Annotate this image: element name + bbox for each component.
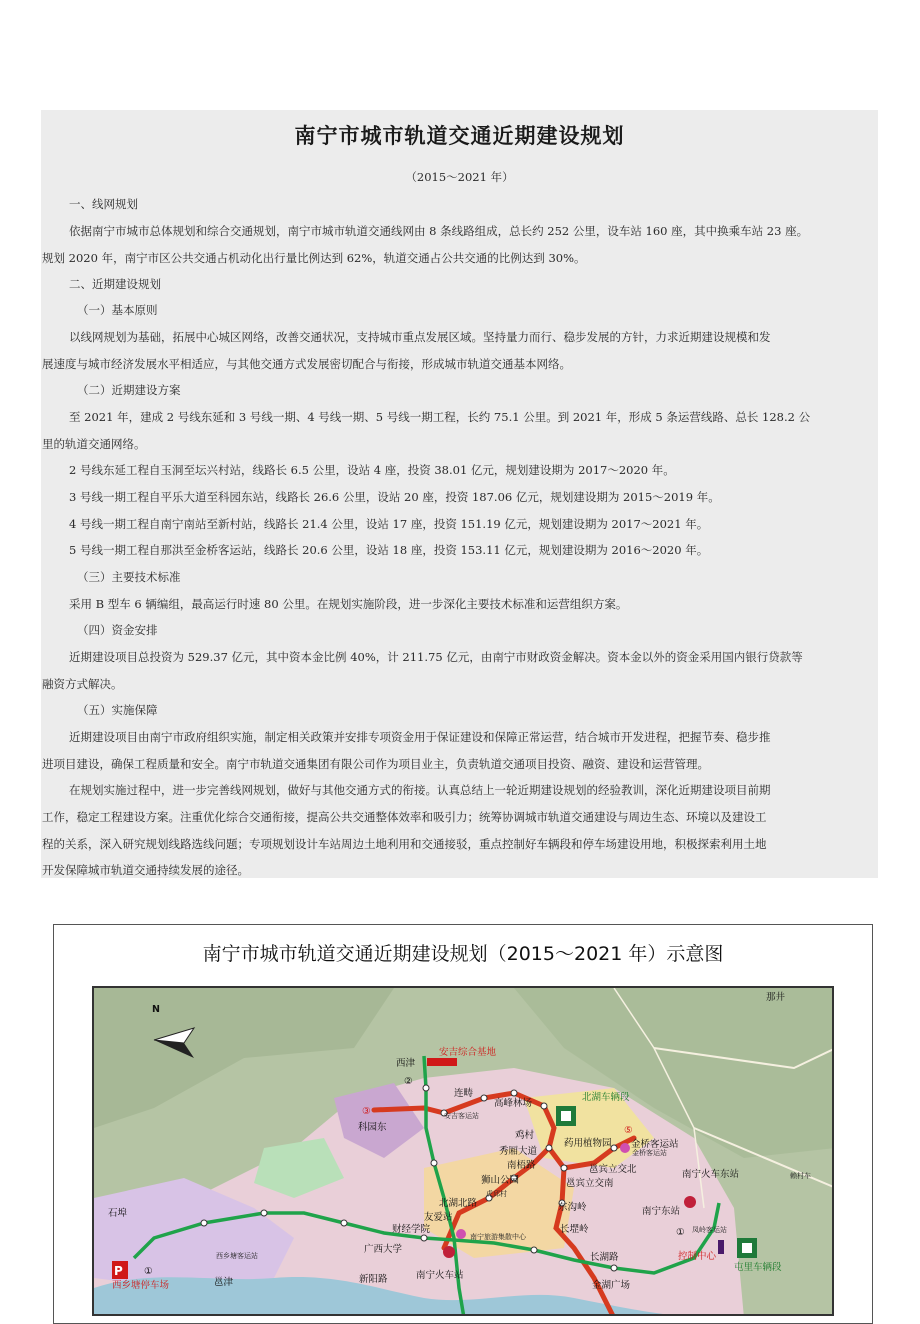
label-najing: 那井 [766, 992, 786, 1003]
document-line: 4 号线一期工程自南宁南站至新村站，线路长 21.4 公里，设站 17 座，投资 151.19 亿元，规划建设期为 2017～2021 年。 [69, 517, 709, 531]
label-tunli-depot: 屯里车辆段 [734, 1262, 782, 1273]
document-line: 3 号线一期工程自平乐大道至科园东站，线路长 26.6 公里，设站 20 座，投资 187.06 亿元，规划建设期为 2015～2019 年。 [69, 490, 720, 504]
label-changganling: 长堽岭 [560, 1224, 589, 1235]
document-line: 依据南宁市城市总体规划和综合交通规划，南宁市城市轨道交通线网由 8 条线路组成，总长约 252 公里，设车站 160 座，其中换乘车站 23 座。 [69, 224, 809, 238]
document-line: 展速度与城市经济发展水平相适应，与其他交通方式发展密切配合与衔接，形成城市轨道交通基本网络。 [42, 357, 571, 371]
document-line: 进项目建设，确保工程质量和安全。南宁市轨道交通集团有限公司作为项目业主，负责轨道交通项目投资、融资、建设和运营管理。 [42, 757, 709, 771]
station [611, 1145, 617, 1151]
label-circle-2: ② [404, 1076, 413, 1087]
station [546, 1145, 552, 1151]
label-keyuandong: 科园东 [358, 1122, 387, 1133]
label-jinqiao: 金桥客运站 [631, 1139, 679, 1150]
document-line: 5 号线一期工程自那洪至金桥客运站，线路长 20.6 公里，设站 18 座，投资 153.11 亿元，规划建设期为 2016～2020 年。 [69, 543, 709, 557]
label-beihu-depot: 北湖车辆段 [582, 1092, 630, 1103]
document-line: （二）近期建设方案 [77, 383, 181, 397]
label-circle-1b: ① [676, 1227, 685, 1238]
label-lvyou: 南宁旅游集散中心 [470, 1233, 526, 1241]
station [511, 1090, 517, 1096]
station [341, 1220, 347, 1226]
label-circle-5: ⑤ [624, 1125, 633, 1136]
label-anji-bus: 安吉客运站 [444, 1112, 479, 1120]
document-line: （2015～2021 年） [405, 170, 514, 184]
label-yongjin: 邕津 [214, 1277, 234, 1288]
label-nanning-east-train: 南宁火车东站 [682, 1169, 740, 1180]
document-line: 至 2021 年，建成 2 号线东延和 3 号线一期、4 号线一期、5 号线一期工程，长约 75.1 公里。到 2021 年，形成 5 条运营线路、总长 128.2 公 [69, 410, 811, 424]
rail-map-svg [94, 988, 834, 1316]
label-gaofeng: 高峰林场 [494, 1098, 533, 1109]
label-circle-1: ① [144, 1266, 153, 1277]
label-lianchou: 连畴 [454, 1088, 474, 1099]
label-dongguling: 东沟岭 [558, 1202, 587, 1213]
document-line: 里的轨道交通网络。 [42, 437, 146, 451]
station [531, 1247, 537, 1253]
beihu-depot-glyph [561, 1111, 571, 1121]
document-line: （一）基本原则 [77, 303, 158, 317]
map-figure [53, 924, 873, 1324]
control-marker [718, 1240, 724, 1254]
map-title: 南宁市城市轨道交通近期建设规划（2015～2021 年）示意图 [202, 943, 724, 965]
label-anji-base: 安吉综合基地 [439, 1047, 497, 1058]
label-beihubeilu: 北湖北路 [439, 1198, 478, 1209]
station [611, 1265, 617, 1271]
document-line: （四）资金安排 [77, 623, 158, 637]
document-line: 工作，稳定工程建设方案。注重优化综合交通衔接，提高公共交通整体效率和吸引力；统筹协调城市轨道交通建设与周边生态、环境以及建设工 [42, 810, 767, 824]
tour-center-icon [456, 1229, 466, 1239]
tunli-depot-glyph [742, 1243, 752, 1253]
document-line: 近期建设项目由南宁市政府组织实施，制定相关政策并安排专项资金用于保证建设和保障正常运营，结合城市开发进程，把握节奏、稳步推 [69, 730, 771, 744]
document-line: （五）实施保障 [77, 703, 158, 717]
document-line: 2 号线东延工程自玉洞至坛兴村站，线路长 6.5 公里，设站 4 座，投资 38.01 亿元，规划建设期为 2017～2020 年。 [69, 463, 675, 477]
document-panel [41, 110, 878, 878]
document-line: 规划 2020 年，南宁市区公共交通占机动化出行量比例达到 62%，轨道交通占公共交通的比例达到 30%。 [42, 251, 586, 265]
station [431, 1160, 437, 1166]
document-line: 以线网规划为基础，拓展中心城区网络，改善交通状况，支持城市重点发展区域。坚持量力而行、稳步发展的方针，力求近期建设规模和发 [69, 330, 771, 344]
station [423, 1085, 429, 1091]
label-jicun: 鸡村 [515, 1130, 535, 1141]
label-nanmeilu: 南梧路 [507, 1160, 536, 1171]
label-kongzhi: 控制中心 [678, 1251, 717, 1262]
document-line: 一、线网规划 [69, 197, 138, 211]
document-line: 程的关系，深入研究规划线路选线问题；专项规划设计车站周边土地利用和交通接驳，重点控制好车辆段和停车场建设用地，积极探索利用土地 [42, 837, 767, 851]
label-yongbin-north: 邕宾立交北 [589, 1164, 637, 1175]
rail-map [92, 986, 834, 1316]
label-shibu: 石埠 [108, 1208, 128, 1219]
label-shishan: 狮山公园 [481, 1175, 520, 1186]
station [201, 1220, 207, 1226]
north-label: N [152, 1004, 160, 1015]
document-line: 开发保障城市轨道交通持续发展的途径。 [42, 863, 249, 877]
label-fenglin-bus: 凤岭客运站 [692, 1226, 727, 1234]
label-yaoyong: 药用植物园 [564, 1138, 612, 1149]
label-laicun: 赖村车 [790, 1172, 811, 1180]
label-xiuxiang: 秀厢大道 [499, 1146, 538, 1157]
label-huaxicun: 虎邱村 [486, 1190, 507, 1198]
label-guangxi-u: 广西大学 [364, 1244, 403, 1255]
document-line: 在规划实施过程中，进一步完善线网规划，做好与其他交通方式的衔接。认真总结上一轮近期建设规划的经验教训，深化近期建设项目前期 [69, 783, 771, 797]
document-line: 采用 B 型车 6 辆编组，最高运行时速 80 公里。在规划实施阶段，进一步深化主要技术标准和运营组织方案。 [69, 597, 628, 611]
document-line: 二、近期建设规划 [69, 277, 161, 291]
station [561, 1165, 567, 1171]
station [541, 1103, 547, 1109]
label-yongbin-south: 邕宾立交南 [566, 1178, 614, 1189]
anji-base-marker [427, 1058, 457, 1066]
label-circle-3: ③ [362, 1106, 371, 1117]
label-xijin: 西津 [396, 1058, 416, 1069]
label-xinyang: 新阳路 [359, 1274, 388, 1285]
label-caijing: 财经学院 [392, 1224, 431, 1235]
document-line: （三）主要技术标准 [77, 570, 181, 584]
station [481, 1095, 487, 1101]
document-line: 近期建设项目总投资为 529.37 亿元，其中资本金比例 40%，计 211.75 亿元，由南宁市财政资金解决。资本金以外的资金采用国内银行贷款等 [69, 650, 803, 664]
train-station-icon [684, 1196, 696, 1208]
label-jinqiao-sm: 金桥客运站 [632, 1149, 667, 1157]
train-station-icon [443, 1246, 455, 1258]
label-nanning-east: 南宁东站 [642, 1206, 681, 1217]
label-nanning-train: 南宁火车站 [416, 1270, 464, 1281]
label-xiyang-parking: 西乡塘停车场 [112, 1280, 170, 1291]
label-parking-letter: P [114, 1264, 123, 1278]
station [261, 1210, 267, 1216]
station [421, 1235, 427, 1241]
label-youai: 友爱站 [424, 1212, 453, 1223]
label-jinhu: 金湖广场 [592, 1280, 631, 1291]
document-line: 融资方式解决。 [42, 677, 123, 691]
document-title: 南宁市城市轨道交通近期建设规划 [294, 124, 625, 148]
label-xixiangtang-bus: 西乡塘客运站 [216, 1252, 258, 1260]
bus-station-icon [620, 1143, 630, 1153]
label-changhu: 长湖路 [590, 1252, 619, 1263]
